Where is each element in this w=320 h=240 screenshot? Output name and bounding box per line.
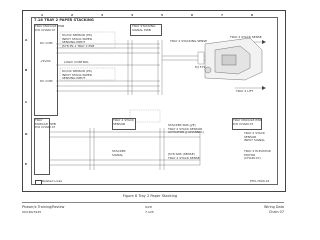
col-4: 4 (130, 13, 134, 17)
tray-lift-label: TRAY 2 LIFT (236, 89, 254, 93)
footer-left-1: Phaser/x Training/Review (22, 205, 65, 209)
legend-swatch (35, 180, 42, 185)
col-5: 5 (160, 13, 164, 17)
bottom-mid-2: TRAY 2 STACK SENSE (168, 155, 200, 160)
col-3: 3 (100, 13, 104, 17)
col-2: 2 (70, 13, 74, 17)
bottom-small-1: STACKER (112, 149, 126, 153)
pwb-top-label-1: TRAY MODULE PWB (35, 24, 65, 28)
row-d: D (25, 132, 28, 136)
pwb-top-label-2: P/O CHAIN 07 (35, 27, 56, 32)
col-6: 6 (190, 13, 194, 17)
sensor-text-5: DC/OX SENSOR (PS) (62, 69, 92, 73)
footer-right-1: Wiring Data (263, 205, 284, 209)
right-stack-sense: TRAY 2 STACK SENSE (230, 35, 262, 39)
bottom-left-3: P/O CHAIN 07 (35, 125, 56, 129)
logic-text: LOGIC CONTROL (64, 60, 89, 64)
row-c: C (25, 100, 28, 104)
footer-right-2: Chain 07 (268, 210, 284, 214)
bottom-cable-1: STACKER SNS (J/E) (168, 123, 196, 127)
col-1: 1 (40, 13, 44, 17)
sensor-text-4: J578 PS-1 TRAY 2 PSB (62, 43, 95, 48)
bottom-right-pwb-2: P/O CHAIN 07 (233, 121, 254, 126)
col-8: 8 (250, 13, 254, 17)
bottom-right-tray-3: INPUT SIGNAL (244, 138, 266, 142)
bottom-ext-3: (CHAIN 07) (244, 156, 261, 160)
figure-caption: Figure 8 Tray 2 Paper Stacking (122, 194, 178, 198)
mid-label: TRAY 2 STACKING SENSE (170, 39, 208, 43)
mid-box-1: TRAY STACKING (132, 24, 156, 28)
row-e: E (25, 162, 28, 166)
sensor-text-1: DC/OX SENSOR (PS) (62, 33, 92, 37)
sensor-text-6: INPUT STACK PAPER (62, 72, 92, 77)
sensor-text-2: INPUT STACK PAPER (62, 36, 92, 41)
bottom-cable-3: ACTUATOR (J-CHANNEL) (168, 130, 204, 134)
bottom-left-2: MODULE PWB (35, 121, 56, 126)
sensor-text-3: SENSING INPUT (62, 40, 86, 44)
footer-center-1: 9/28 (145, 205, 152, 209)
row-a: A (25, 38, 28, 42)
diagram-title: 7.18 TRAY 2 PAPER STACKING (34, 18, 94, 22)
col-7: 7 (220, 13, 224, 17)
bottom-ext-2: MOTOR (244, 152, 256, 157)
bottom-center-2: SENSOR (113, 121, 126, 126)
footer-left-2: 00/180/3245 (22, 210, 42, 214)
bottom-right-pwb-1: TRAY MODULE PWB (233, 118, 263, 122)
diagram-code: PHS-7600-01 (250, 179, 270, 183)
bottom-ext-1: TRAY 2 ELEVATOR (244, 149, 271, 153)
bottom-right-tray-2: SENSOR (244, 134, 257, 139)
label-dc-com-1: DC COM (40, 41, 53, 45)
bottom-small-2: SIGNAL (112, 152, 124, 157)
bottom-left-1: TRAY (35, 118, 43, 122)
label-5vdc: +5VDC (40, 59, 51, 63)
label-dc-com-2: DC COM (40, 79, 53, 83)
legend-label: Related Links (42, 178, 63, 183)
mid-box-2: SIGNAL PWB (132, 27, 151, 32)
bottom-cable-2: TRAY 2 STACK SENSOR (168, 126, 203, 131)
sensor-text-7: SENSING INPUT (62, 76, 86, 80)
plug-label: P/J 579 (195, 65, 206, 69)
bottom-right-tray-1: TRAY 2 STACK (244, 131, 265, 135)
bottom-center-1: TRAY 2 STACK (113, 118, 134, 122)
footer-rule (22, 202, 284, 203)
row-b: B (25, 68, 28, 72)
bottom-mid-1: J578 SNS (SENSE) (168, 152, 195, 156)
footer-center-2: 7-125 (145, 210, 154, 214)
